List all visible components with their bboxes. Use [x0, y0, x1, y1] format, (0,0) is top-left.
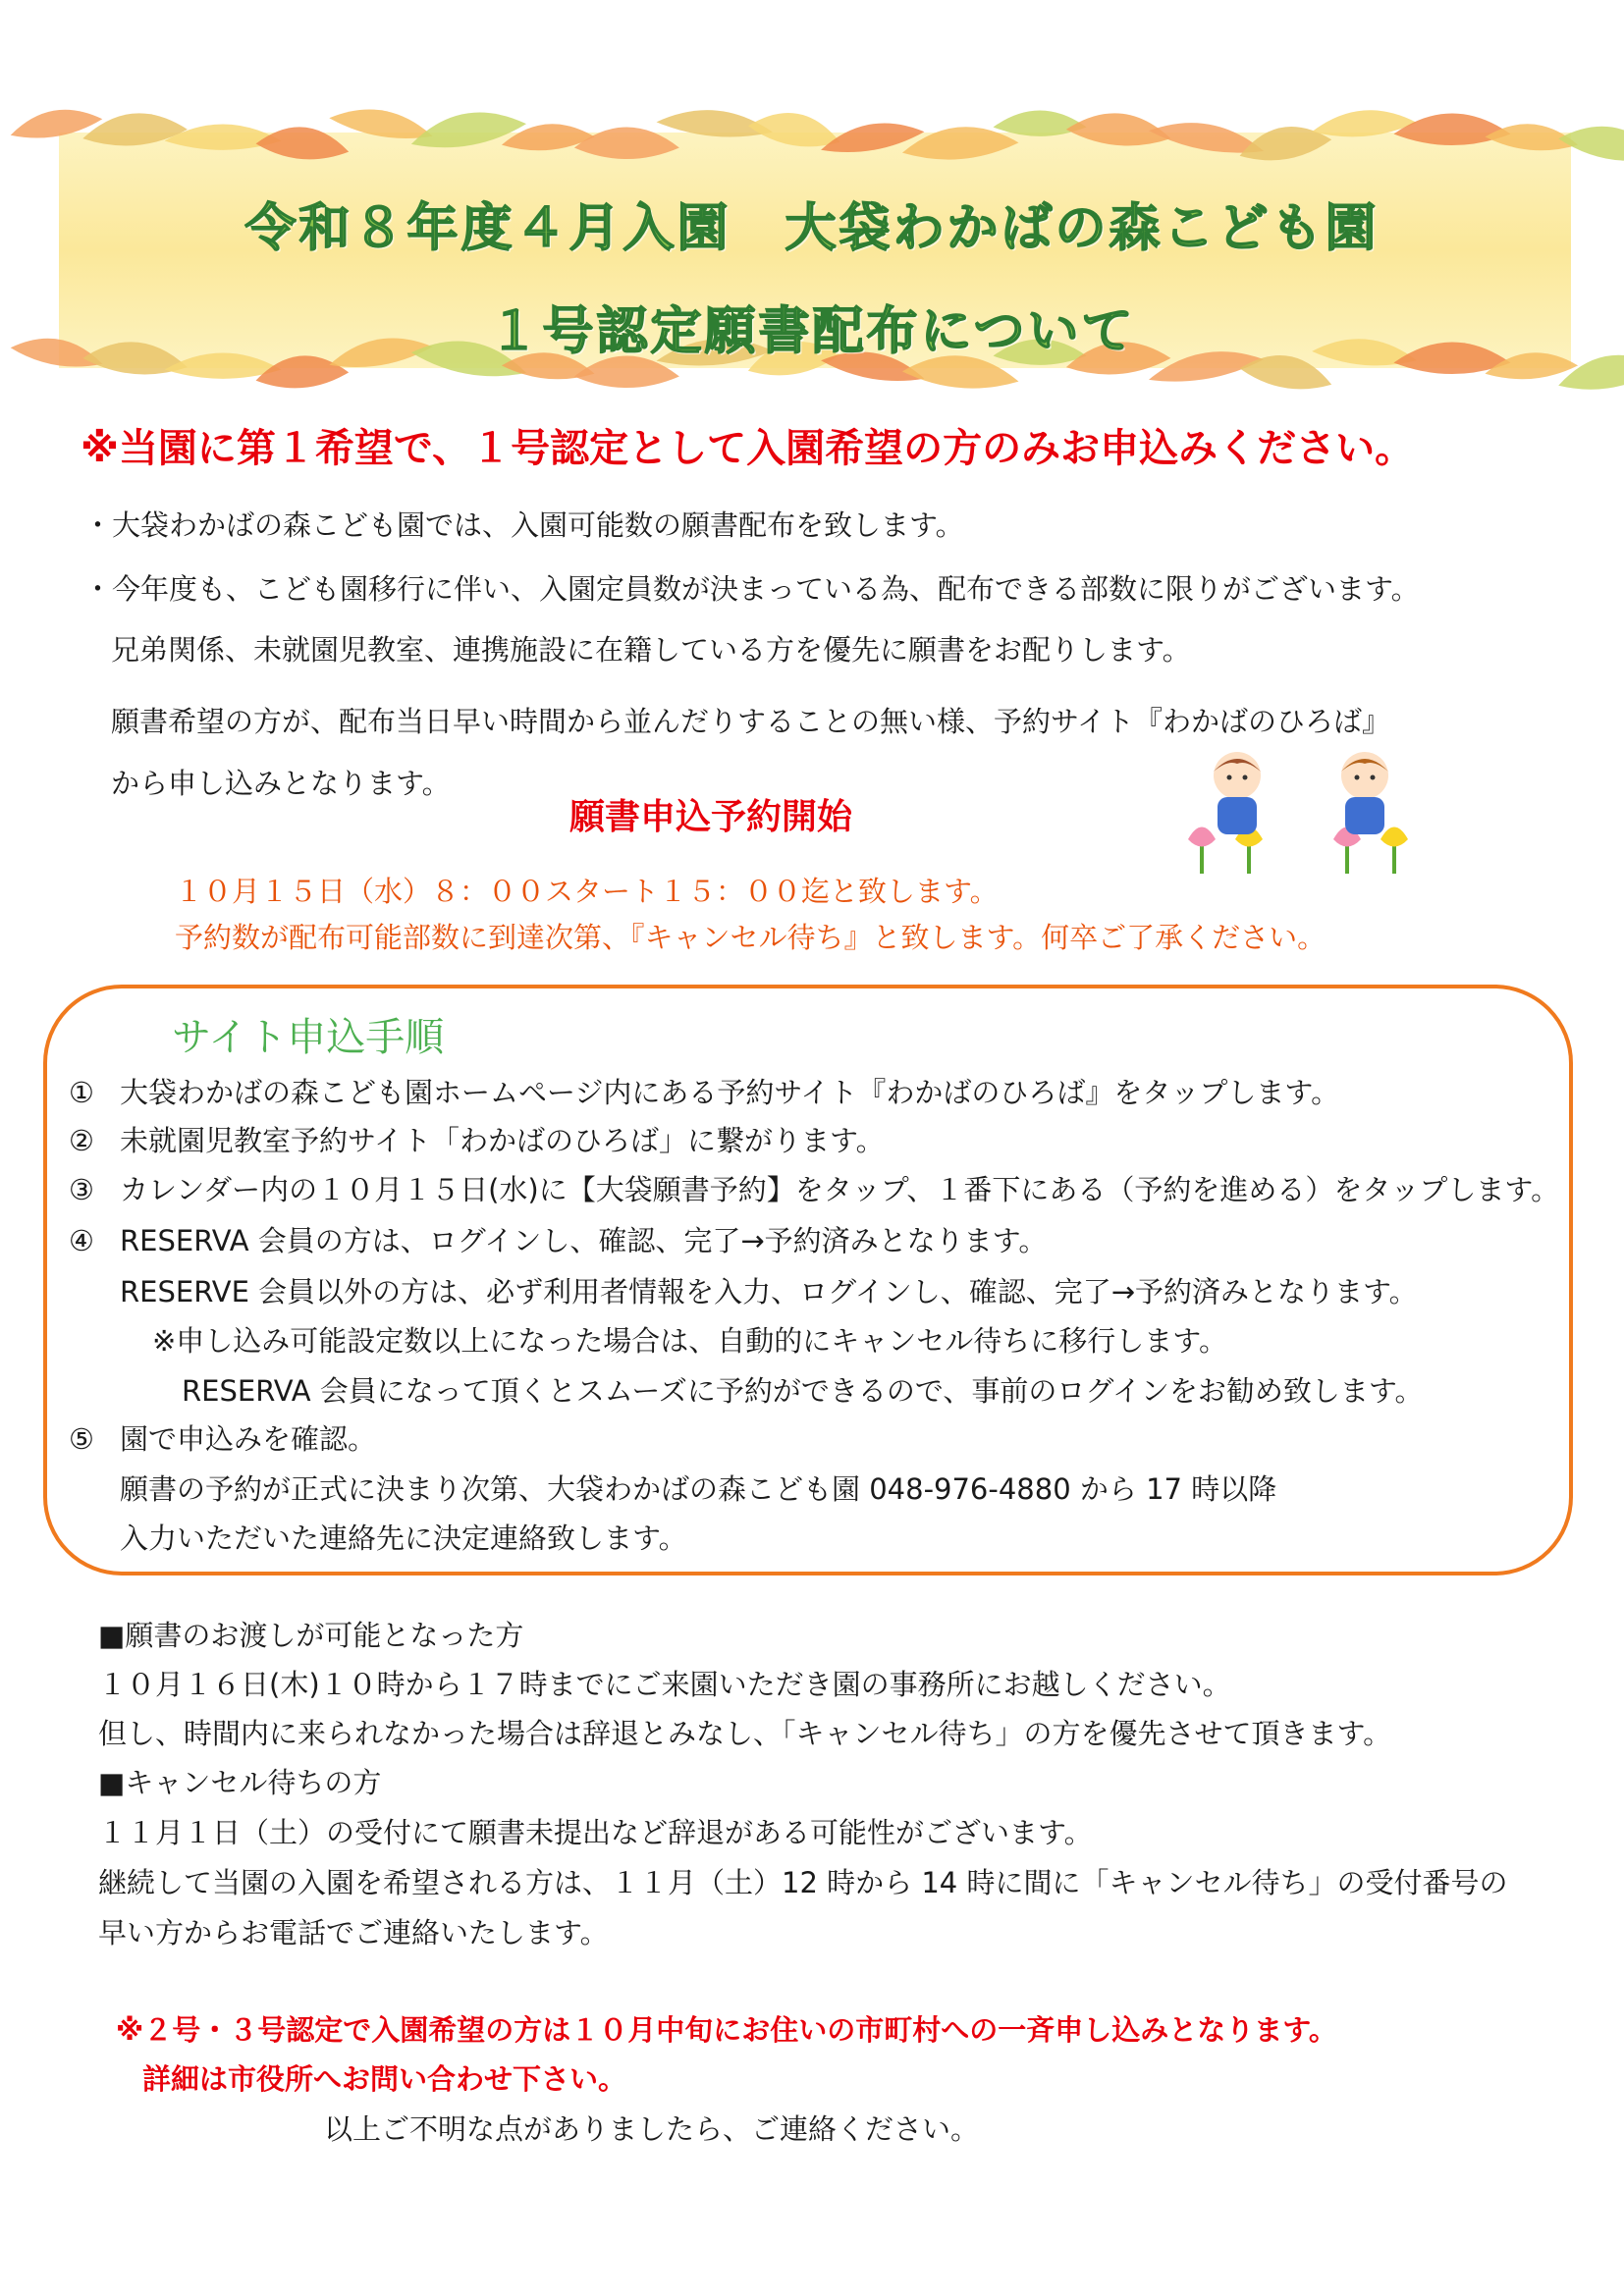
reservation-heading: 願書申込予約開始: [569, 797, 853, 837]
bottom-notice-line-1: ※２号・３号認定で入園希望の方は１０月中旬にお住いの市町村への一斉申し込みとなります。: [116, 2013, 1337, 2047]
intro-bullet-2: ・今年度も、こども園移行に伴い、入園定員数が決まっている為、配布できる部数に限りがございます。: [83, 572, 1420, 606]
page-title-line2: １号認定願書配布について: [488, 302, 1136, 361]
intro-bullet-1: ・大袋わかばの森こども園では、入園可能数の願書配布を致します。: [83, 508, 964, 542]
reservation-line-2: 予約数が配布可能部数に到達次第、『キャンセル待ち』と致します。何卒ご了承ください。: [175, 921, 1326, 954]
procedure-step-3: [69, 1170, 1559, 1209]
intro-line-4: 願書希望の方が、配布当日早い時間から並んだりすることの無い様、予約サイト『わかばのひろば』: [111, 705, 1390, 738]
procedure-step-4c: ※申し込み可能設定数以上になった場合は、自動的にキャンセル待ちに移行します。: [152, 1324, 1227, 1358]
page-title-line1: 令和８年度４月入園 大袋わかばの森こども園: [244, 199, 1380, 258]
step-number: ④: [69, 1224, 94, 1257]
waitlist-line-1: １１月１日（土）の受付にて願書未提出など辞退がある可能性がございます。: [98, 1816, 1093, 1849]
handover-line-1: １０月１６日(木)１０時から１７時までにご来園いただき園の事務所にお越しください。: [98, 1668, 1231, 1701]
step-text: 未就園児教室予約サイト「わかばのひろば」に繋がります。: [120, 1124, 885, 1157]
procedure-step-5b: 願書の予約が正式に決まり次第、大袋わかばの森こども園 048-976-4880 から 17 時以降: [120, 1472, 1277, 1506]
handover-line-2: 但し、時間内に来られなかった場合は辞退とみなし、「キャンセル待ち」の方を優先させて頂きます。: [98, 1717, 1392, 1750]
intro-line-5: から申し込みとなります。: [111, 767, 451, 800]
reservation-line-1: １０月１５日（水）８：００スタート１５：００迄と致します。: [175, 875, 999, 908]
procedure-step-5: [69, 1419, 376, 1459]
procedure-step-4: [69, 1221, 1047, 1260]
procedure-step-4d: RESERVA 会員になって頂くとスムーズに予約ができるので、事前のログインをお勧め致します。: [182, 1374, 1424, 1408]
waitlist-line-3: 早い方からお電話でご連絡いたします。: [98, 1916, 609, 1949]
procedure-step-1: [69, 1073, 1339, 1112]
waitlist-line-2: 継続して当園の入園を希望される方は、１１月（土）12 時から 14 時に間に「キャンセル待ち」の受付番号の: [98, 1866, 1508, 1899]
step-text: 大袋わかばの森こども園ホームページ内にある予約サイト『わかばのひろば』をタップします。: [120, 1076, 1340, 1109]
children-illustration: [1178, 746, 1443, 883]
procedure-step-4b: RESERVE 会員以外の方は、必ず利用者情報を入力、ログインし、確認、完了→予約済みとなります。: [120, 1275, 1418, 1308]
step-number: ③: [69, 1173, 94, 1206]
step-number: ⑤: [69, 1422, 94, 1456]
step-number: ②: [69, 1124, 94, 1157]
bottom-notice-line-2: 詳細は市役所へお問い合わせ下さい。: [142, 2062, 627, 2096]
step-text: 園で申込みを確認。: [120, 1422, 377, 1456]
handover-heading: ■願書のお渡しが可能となった方: [98, 1619, 524, 1652]
step-text: カレンダー内の１０月１５日(水)に【大袋願書予約】をタップ、１番下にある（予約を進める）をタップします。: [120, 1173, 1560, 1206]
procedure-title: サイト申込手順: [172, 1015, 445, 1060]
closing-text: 以上ご不明な点がありましたら、ご連絡ください。: [324, 2112, 980, 2146]
intro-line-3: 兄弟関係、未就園児教室、連携施設に在籍している方を優先に願書をお配りします。: [111, 633, 1191, 667]
step-number: ①: [69, 1076, 94, 1109]
procedure-step-5c: 入力いただいた連絡先に決定連絡致します。: [120, 1522, 687, 1555]
procedure-step-2: [69, 1121, 885, 1160]
top-notice: ※当園に第１希望で、１号認定として入園希望の方のみお申込みください。: [81, 426, 1415, 471]
waitlist-heading: ■キャンセル待ちの方: [98, 1766, 382, 1799]
step-text: RESERVA 会員の方は、ログインし、確認、完了→予約済みとなります。: [120, 1224, 1048, 1257]
